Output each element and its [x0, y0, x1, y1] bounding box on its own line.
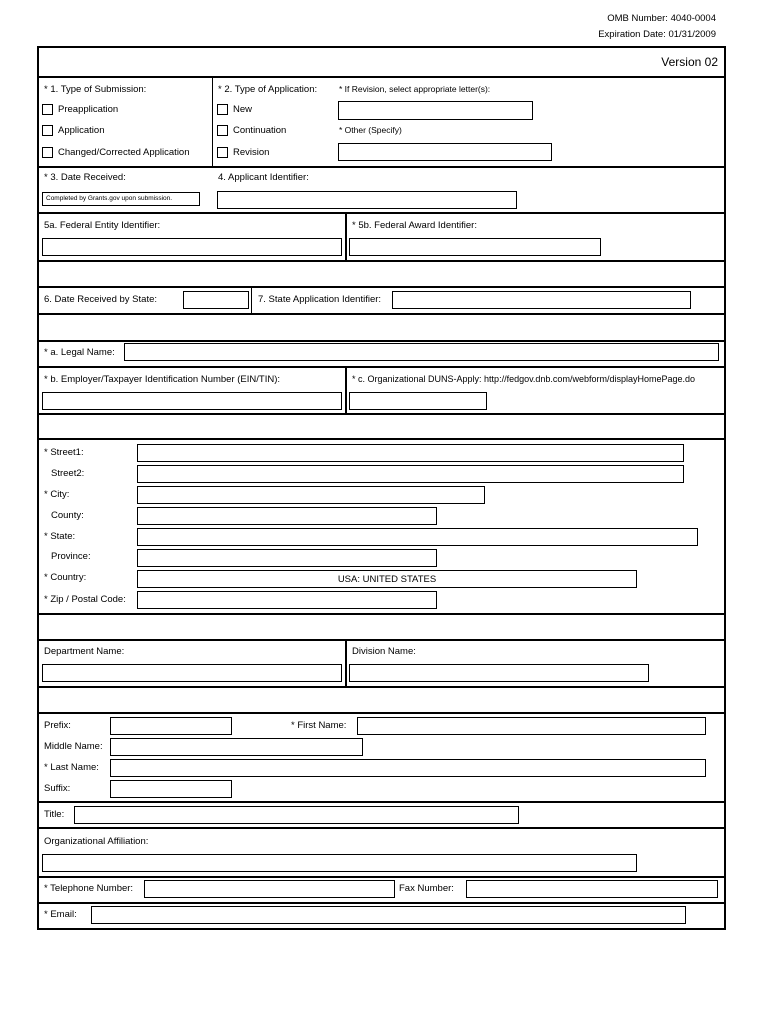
ein-input[interactable]: [42, 392, 342, 410]
divider: [38, 827, 725, 829]
prefix-input[interactable]: [110, 717, 232, 735]
division-label: Division Name:: [352, 646, 416, 657]
last-name-label: * Last Name:: [44, 762, 99, 773]
divider: [212, 77, 213, 166]
state-app-id-label: 7. State Application Identifier:: [258, 294, 382, 305]
state-app-id-input[interactable]: [392, 291, 691, 309]
divider: [38, 639, 725, 641]
department-input[interactable]: [42, 664, 342, 682]
new-label: New: [233, 104, 253, 115]
divider: [38, 260, 725, 262]
state-input[interactable]: [137, 528, 698, 546]
zip-label: * Zip / Postal Code:: [44, 594, 126, 605]
revision-label: Revision: [233, 147, 270, 158]
prefix-label: Prefix:: [44, 720, 71, 731]
divider: [38, 801, 725, 803]
city-label: * City:: [44, 489, 70, 500]
zip-input[interactable]: [137, 591, 437, 609]
legal-name-label: * a. Legal Name:: [44, 347, 115, 358]
title-label: Title:: [44, 809, 65, 820]
duns-input[interactable]: [349, 392, 487, 410]
suffix-label: Suffix:: [44, 783, 71, 794]
street1-input[interactable]: [137, 444, 684, 462]
division-input[interactable]: [349, 664, 649, 682]
divider: [345, 213, 347, 260]
date-received-label: * 3. Date Received:: [44, 172, 126, 183]
application-checkbox[interactable]: [42, 125, 53, 136]
divider: [251, 287, 252, 313]
divider: [38, 902, 725, 904]
email-input[interactable]: [91, 906, 686, 924]
first-name-input[interactable]: [357, 717, 706, 735]
country-label: * Country:: [44, 572, 87, 583]
divider: [38, 413, 725, 415]
middle-name-label: Middle Name:: [44, 741, 103, 752]
continuation-label: Continuation: [233, 125, 287, 136]
street1-label: * Street1:: [44, 447, 84, 458]
middle-name-input[interactable]: [110, 738, 363, 756]
street2-label: Street2:: [51, 468, 85, 479]
applicant-identifier-input[interactable]: [217, 191, 517, 209]
revision-letter-label: * If Revision, select appropriate letter(s):: [339, 84, 491, 94]
country-select[interactable]: USA: UNITED STATES: [137, 570, 637, 588]
affiliation-label: Organizational Affiliation:: [44, 836, 149, 847]
federal-award-label: * 5b. Federal Award Identifier:: [352, 220, 477, 231]
federal-entity-input[interactable]: [42, 238, 342, 256]
suffix-input[interactable]: [110, 780, 232, 798]
expiration-date: Expiration Date: 01/31/2009: [598, 29, 716, 40]
affiliation-input[interactable]: [42, 854, 637, 872]
new-checkbox[interactable]: [217, 104, 228, 115]
omb-number: OMB Number: 4040-0004: [607, 13, 716, 24]
other-specify-input[interactable]: [338, 143, 552, 161]
divider: [38, 876, 725, 878]
state-date-input[interactable]: [183, 291, 249, 309]
divider: [345, 367, 347, 413]
other-specify-label: * Other (Specify): [339, 125, 402, 135]
telephone-label: * Telephone Number:: [44, 883, 134, 894]
divider: [345, 640, 347, 686]
preapplication-label: Preapplication: [58, 104, 119, 115]
application-label: Application: [58, 125, 105, 136]
state-date-label: 6. Date Received by State:: [44, 294, 158, 305]
version-label: Version 02: [661, 55, 718, 69]
divider: [38, 166, 725, 168]
federal-entity-label: 5a. Federal Entity Identifier:: [44, 220, 161, 231]
changed-corrected-label: Changed/Corrected Application: [58, 147, 190, 158]
department-label: Department Name:: [44, 646, 125, 657]
divider: [38, 76, 725, 78]
revision-checkbox[interactable]: [217, 147, 228, 158]
street2-input[interactable]: [137, 465, 684, 483]
county-input[interactable]: [137, 507, 437, 525]
federal-award-input[interactable]: [349, 238, 601, 256]
divider: [38, 712, 725, 714]
divider: [38, 212, 725, 214]
date-received-value: Completed by Grants.gov upon submission.: [42, 192, 200, 206]
city-input[interactable]: [137, 486, 485, 504]
legal-name-input[interactable]: [124, 343, 719, 361]
changed-corrected-checkbox[interactable]: [42, 147, 53, 158]
revision-letter-input[interactable]: [338, 101, 533, 120]
divider: [38, 366, 725, 368]
continuation-checkbox[interactable]: [217, 125, 228, 136]
fax-input[interactable]: [466, 880, 718, 898]
first-name-label: * First Name:: [291, 720, 347, 731]
application-type-label: * 2. Type of Application:: [218, 84, 318, 95]
last-name-input[interactable]: [110, 759, 706, 777]
divider: [38, 340, 725, 342]
email-label: * Email:: [44, 909, 77, 920]
state-label: * State:: [44, 531, 76, 542]
submission-type-label: * 1. Type of Submission:: [44, 84, 147, 95]
divider: [38, 613, 725, 615]
preapplication-checkbox[interactable]: [42, 104, 53, 115]
county-label: County:: [51, 510, 84, 521]
fax-label: Fax Number:: [399, 883, 454, 894]
ein-label: * b. Employer/Taxpayer Identification Number (EIN/TIN):: [44, 374, 281, 385]
applicant-identifier-label: 4. Applicant Identifier:: [218, 172, 309, 183]
title-input[interactable]: [74, 806, 519, 824]
divider: [38, 286, 725, 288]
duns-label: * c. Organizational DUNS-Apply: http://fedgov.dnb.com/webform/displayHomePage.do: [352, 374, 696, 384]
province-label: Province:: [51, 551, 91, 562]
divider: [38, 438, 725, 440]
divider: [38, 686, 725, 688]
province-input[interactable]: [137, 549, 437, 567]
telephone-input[interactable]: [144, 880, 395, 898]
divider: [38, 313, 725, 315]
